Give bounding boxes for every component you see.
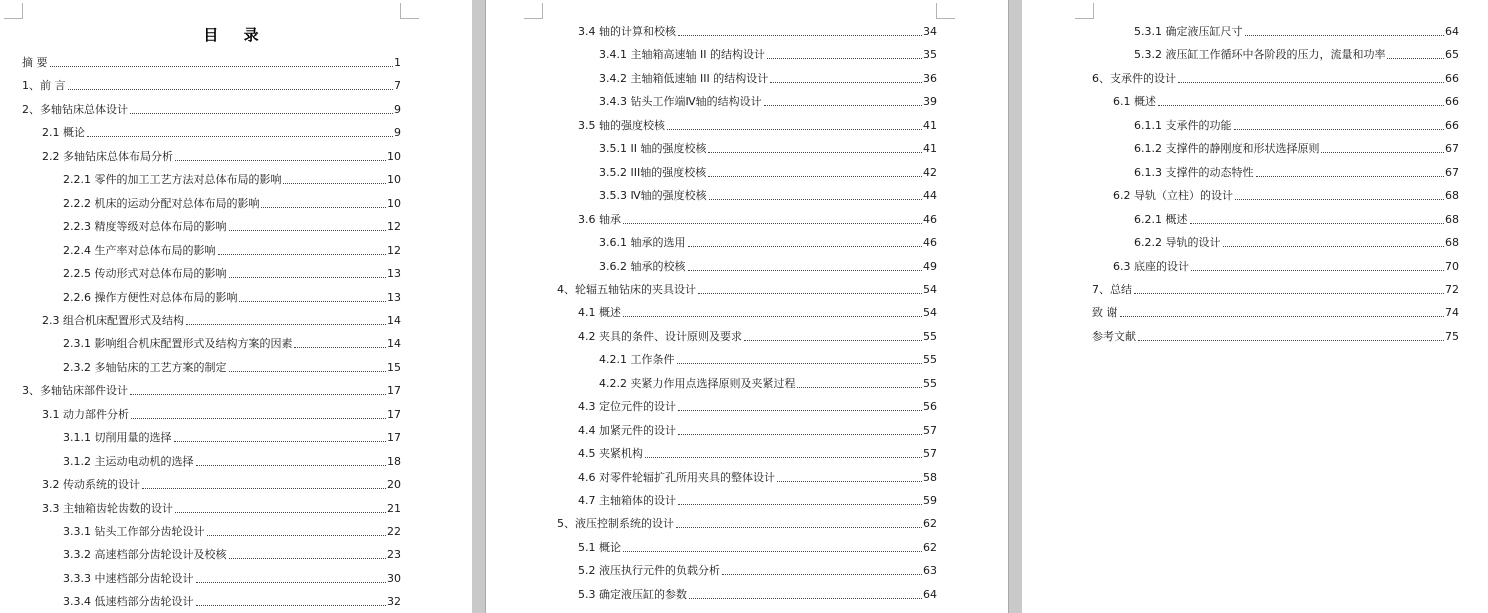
toc-entry-title: 4、轮辐五轴钻床的夹具设计 — [557, 283, 696, 296]
toc-entry-title: 3.5.2 III轴的强度校核 — [599, 166, 707, 179]
toc-page-number: 34 — [923, 25, 937, 38]
toc-page-number: 10 — [387, 197, 401, 210]
toc-leader-dots — [676, 527, 922, 528]
toc-entry[interactable] — [1134, 234, 1459, 250]
toc-page-number: 57 — [923, 447, 937, 460]
toc-page-number: 41 — [923, 142, 937, 155]
document-page-3 — [1022, 0, 1488, 613]
toc-title: 目 录 — [203, 26, 269, 44]
toc-leader-dots — [50, 66, 394, 67]
toc-entry[interactable] — [1092, 70, 1459, 86]
toc-page-number: 57 — [923, 424, 937, 437]
toc-entry-title: 4.7 主轴箱体的设计 — [578, 494, 676, 507]
toc-leader-dots — [645, 457, 922, 458]
toc-entry[interactable] — [22, 77, 401, 93]
toc-entry[interactable] — [1092, 281, 1459, 297]
toc-entry[interactable] — [1113, 93, 1459, 109]
toc-entry-title: 2.1 概论 — [42, 126, 85, 139]
toc-page-number: 54 — [923, 283, 937, 296]
toc-entry-title: 6.2.1 概述 — [1134, 213, 1188, 226]
toc-page-number: 62 — [923, 541, 937, 554]
document-page-2 — [486, 0, 1008, 613]
toc-page-number: 75 — [1445, 330, 1459, 343]
toc-page-number: 68 — [1445, 213, 1459, 226]
toc-entry[interactable] — [599, 375, 937, 391]
toc-entry[interactable] — [63, 453, 401, 469]
toc-leader-dots — [1321, 152, 1444, 153]
toc-entry-title: 3.4.1 主轴箱高速轴 II 的结构设计 — [599, 48, 765, 61]
toc-leader-dots — [261, 207, 386, 208]
toc-page-number: 17 — [387, 431, 401, 444]
toc-entry-title: 2.2.1 零件的加工工艺方法对总体布局的影响 — [63, 173, 282, 186]
toc-entry[interactable] — [599, 234, 937, 250]
toc-page-number: 39 — [923, 95, 937, 108]
toc-leader-dots — [130, 394, 386, 395]
toc-entry-title: 6.2.2 导轨的设计 — [1134, 236, 1221, 249]
toc-entry-title: 4.2.1 工作条件 — [599, 353, 675, 366]
toc-entry-title: 6.1.1 支承件的功能 — [1134, 119, 1232, 132]
toc-leader-dots — [623, 551, 922, 552]
toc-entry-title: 1、前 言 — [22, 79, 66, 92]
toc-entry[interactable] — [599, 351, 937, 367]
toc-entry-title: 3、多轴钻床部件设计 — [22, 384, 128, 397]
toc-leader-dots — [688, 270, 923, 271]
toc-page-number: 35 — [923, 48, 937, 61]
toc-entry[interactable] — [42, 312, 401, 328]
toc-page-number: 66 — [1445, 72, 1459, 85]
toc-entry-title: 4.4 加紧元件的设计 — [578, 424, 676, 437]
toc-entry[interactable] — [63, 171, 401, 187]
toc-page-number: 21 — [387, 502, 401, 515]
toc-leader-dots — [294, 347, 386, 348]
toc-leader-dots — [797, 387, 922, 388]
toc-entry[interactable] — [63, 218, 401, 234]
toc-entry-title: 2.2.4 生产率对总体布局的影响 — [63, 244, 216, 257]
toc-leader-dots — [744, 340, 922, 341]
toc-entry[interactable] — [63, 523, 401, 539]
toc-page-number: 70 — [1445, 260, 1459, 273]
toc-entry-title: 5.2 液压执行元件的负载分析 — [578, 564, 720, 577]
toc-entry[interactable] — [578, 492, 937, 508]
toc-page-number: 22 — [387, 525, 401, 538]
toc-entry[interactable] — [1134, 23, 1459, 39]
toc-entry[interactable] — [1134, 140, 1459, 156]
toc-entry[interactable] — [1134, 46, 1459, 62]
toc-page-number: 66 — [1445, 119, 1459, 132]
toc-leader-dots — [764, 105, 922, 106]
toc-leader-dots — [87, 136, 393, 137]
document-page-1 — [0, 0, 472, 613]
page-corner-mark — [524, 3, 543, 19]
toc-leader-dots — [175, 512, 386, 513]
toc-entry-title: 3.1 动力部件分析 — [42, 408, 129, 421]
toc-entry[interactable] — [1134, 117, 1459, 133]
toc-page-number: 55 — [923, 353, 937, 366]
toc-entry[interactable] — [578, 562, 937, 578]
toc-entry-title: 6.2 导轨（立柱）的设计 — [1113, 189, 1233, 202]
toc-leader-dots — [688, 246, 923, 247]
toc-entry[interactable] — [63, 359, 401, 375]
toc-entry[interactable] — [63, 593, 401, 609]
toc-page-number: 64 — [923, 588, 937, 601]
toc-entry-title: 3.1.2 主运动电动机的选择 — [63, 455, 194, 468]
toc-entry[interactable] — [599, 46, 937, 62]
toc-page-number: 10 — [387, 150, 401, 163]
toc-page-number: 68 — [1445, 189, 1459, 202]
toc-entry[interactable] — [578, 328, 937, 344]
toc-leader-dots — [1223, 246, 1445, 247]
toc-entry[interactable] — [1113, 258, 1459, 274]
toc-leader-dots — [130, 113, 393, 114]
toc-entry-title: 3.6.1 轴承的选用 — [599, 236, 686, 249]
toc-page-number: 36 — [923, 72, 937, 85]
toc-entry-title: 2.2.2 机床的运动分配对总体布局的影响 — [63, 197, 260, 210]
toc-leader-dots — [770, 82, 922, 83]
toc-leader-dots — [689, 598, 922, 599]
page-corner-mark — [936, 3, 955, 19]
toc-entry[interactable] — [599, 187, 937, 203]
toc-entry-title: 6.1.3 支撑件的动态特性 — [1134, 166, 1254, 179]
toc-entry-title: 2.3.2 多轴钻床的工艺方案的制定 — [63, 361, 227, 374]
toc-leader-dots — [1158, 105, 1444, 106]
toc-page-number: 13 — [387, 267, 401, 280]
toc-leader-dots — [678, 35, 922, 36]
toc-entry[interactable] — [63, 546, 401, 562]
toc-page-number: 1 — [394, 56, 401, 69]
toc-entry[interactable] — [22, 101, 401, 117]
toc-leader-dots — [678, 410, 922, 411]
toc-entry-title: 2.3.1 影响组合机床配置形式及结构方案的因素 — [63, 337, 293, 350]
toc-page-number: 41 — [923, 119, 937, 132]
toc-entry-title: 3.2 传动系统的设计 — [42, 478, 140, 491]
toc-entry-title: 5、液压控制系统的设计 — [557, 517, 674, 530]
toc-page-number: 20 — [387, 478, 401, 491]
toc-page-number: 9 — [394, 103, 401, 116]
toc-entry-title: 4.6 对零件轮辐扩孔所用夹具的整体设计 — [578, 471, 775, 484]
toc-entry-title: 3.3.2 高速档部分齿轮设计及校核 — [63, 548, 227, 561]
toc-entry[interactable] — [578, 469, 937, 485]
toc-leader-dots — [229, 277, 387, 278]
toc-leader-dots — [667, 129, 922, 130]
toc-leader-dots — [1178, 82, 1444, 83]
toc-entry-title: 3.3 主轴箱齿轮齿数的设计 — [42, 502, 173, 515]
toc-page-number: 13 — [387, 291, 401, 304]
toc-entry-title: 6.1 概述 — [1113, 95, 1156, 108]
toc-page-number: 55 — [923, 377, 937, 390]
toc-entry-title: 3.1.1 切削用量的选择 — [63, 431, 172, 444]
toc-page-number: 18 — [387, 455, 401, 468]
toc-leader-dots — [229, 558, 387, 559]
toc-leader-dots — [239, 301, 386, 302]
toc-page-number: 44 — [923, 189, 937, 202]
toc-entry[interactable] — [578, 117, 937, 133]
page-corner-mark — [4, 3, 23, 19]
toc-page-number: 9 — [394, 126, 401, 139]
toc-leader-dots — [678, 434, 922, 435]
toc-entry-title: 5.3.2 液压缸工作循环中各阶段的压力，流量和功率 — [1134, 48, 1386, 61]
toc-page-number: 23 — [387, 548, 401, 561]
toc-leader-dots — [1120, 316, 1445, 317]
toc-page-number: 46 — [923, 236, 937, 249]
toc-leader-dots — [218, 254, 387, 255]
toc-leader-dots — [174, 441, 387, 442]
toc-entry[interactable] — [42, 406, 401, 422]
toc-entry-title: 6.1.2 支撑件的静刚度和形状选择原则 — [1134, 142, 1320, 155]
toc-entry[interactable] — [599, 93, 937, 109]
toc-entry-title: 6、支承件的设计 — [1092, 72, 1176, 85]
toc-entry[interactable] — [1134, 211, 1459, 227]
toc-leader-dots — [623, 223, 922, 224]
toc-page-number: 46 — [923, 213, 937, 226]
toc-page-number: 14 — [387, 314, 401, 327]
toc-leader-dots — [186, 324, 386, 325]
toc-leader-dots — [229, 371, 387, 372]
toc-entry-title: 2.2.6 操作方便性对总体布局的影响 — [63, 291, 238, 304]
toc-entry-title: 2.2 多轴钻床总体布局分析 — [42, 150, 173, 163]
toc-leader-dots — [196, 465, 387, 466]
toc-entry[interactable] — [63, 335, 401, 351]
toc-page-number: 59 — [923, 494, 937, 507]
toc-entry[interactable] — [42, 124, 401, 140]
toc-page-number: 67 — [1445, 166, 1459, 179]
toc-page-number: 66 — [1445, 95, 1459, 108]
toc-leader-dots — [68, 89, 394, 90]
toc-entry-title: 3.5 轴的强度校核 — [578, 119, 665, 132]
toc-entry[interactable] — [578, 539, 937, 555]
toc-entry[interactable] — [599, 164, 937, 180]
toc-entry[interactable] — [22, 382, 401, 398]
toc-entry-title: 7、总结 — [1092, 283, 1132, 296]
toc-entry[interactable] — [1092, 328, 1459, 344]
toc-entry-title: 3.4 轴的计算和校核 — [578, 25, 676, 38]
toc-entry-title: 4.2.2 夹紧力作用点选择原则及夹紧过程 — [599, 377, 796, 390]
toc-entry-title: 4.5 夹紧机构 — [578, 447, 643, 460]
toc-page-number: 14 — [387, 337, 401, 350]
toc-entry[interactable] — [42, 148, 401, 164]
toc-entry[interactable] — [63, 265, 401, 281]
toc-leader-dots — [708, 152, 922, 153]
toc-page-number: 15 — [387, 361, 401, 374]
toc-leader-dots — [698, 293, 922, 294]
toc-page-number: 55 — [923, 330, 937, 343]
toc-entry-title: 5.1 概论 — [578, 541, 621, 554]
toc-entry[interactable] — [63, 242, 401, 258]
toc-page-number: 74 — [1445, 306, 1459, 319]
toc-leader-dots — [175, 160, 386, 161]
toc-page-number: 42 — [923, 166, 937, 179]
toc-entry-title: 摘 要 — [22, 56, 48, 69]
toc-page-number: 10 — [387, 173, 401, 186]
toc-page-number: 67 — [1445, 142, 1459, 155]
toc-entry-title: 4.3 定位元件的设计 — [578, 400, 676, 413]
toc-entry-title: 参考文献 — [1092, 330, 1136, 343]
toc-entry[interactable] — [599, 140, 937, 156]
toc-leader-dots — [777, 481, 922, 482]
toc-leader-dots — [708, 176, 922, 177]
toc-entry-title: 3.3.3 中速档部分齿轮设计 — [63, 572, 194, 585]
toc-page-number: 58 — [923, 471, 937, 484]
toc-entry-title: 6.3 底座的设计 — [1113, 260, 1189, 273]
toc-leader-dots — [677, 363, 923, 364]
toc-entry-title: 3.4.2 主轴箱低速轴 III 的结构设计 — [599, 72, 769, 85]
toc-entry-title: 3.3.4 低速档部分齿轮设计 — [63, 595, 194, 608]
toc-page-number: 17 — [387, 384, 401, 397]
toc-leader-dots — [1191, 270, 1444, 271]
toc-leader-dots — [1256, 176, 1445, 177]
toc-entry[interactable] — [63, 429, 401, 445]
toc-entry-title: 5.3 确定液压缸的参数 — [578, 588, 687, 601]
toc-leader-dots — [142, 488, 386, 489]
toc-leader-dots — [722, 574, 922, 575]
toc-entry[interactable] — [578, 23, 937, 39]
toc-page-number: 49 — [923, 260, 937, 273]
toc-entry-title: 3.6 轴承 — [578, 213, 621, 226]
toc-page-number: 7 — [394, 79, 401, 92]
page-gutter — [472, 0, 486, 613]
toc-entry[interactable] — [557, 515, 937, 531]
toc-entry-title: 3.5.3 Ⅳ轴的强度校核 — [599, 189, 707, 202]
toc-entry[interactable] — [599, 70, 937, 86]
toc-leader-dots — [1234, 129, 1445, 130]
toc-page-number: 65 — [1445, 48, 1459, 61]
toc-page-number: 68 — [1445, 236, 1459, 249]
toc-entry[interactable] — [42, 476, 401, 492]
toc-leader-dots — [1138, 340, 1444, 341]
toc-page-number: 12 — [387, 244, 401, 257]
toc-entry[interactable] — [1113, 187, 1459, 203]
toc-leader-dots — [1190, 223, 1445, 224]
toc-entry-title: 3.5.1 II 轴的强度校核 — [599, 142, 707, 155]
toc-entry-title: 3.6.2 轴承的校核 — [599, 260, 686, 273]
page-corner-mark — [400, 3, 419, 19]
toc-entry[interactable] — [557, 281, 937, 297]
toc-leader-dots — [709, 199, 922, 200]
toc-entry[interactable] — [1134, 164, 1459, 180]
toc-entry-title: 4.1 概述 — [578, 306, 621, 319]
toc-page-number: 64 — [1445, 25, 1459, 38]
toc-page-number: 56 — [923, 400, 937, 413]
toc-leader-dots — [678, 504, 922, 505]
toc-leader-dots — [283, 183, 386, 184]
toc-leader-dots — [196, 605, 387, 606]
toc-entry-title: 2.3 组合机床配置形式及结构 — [42, 314, 184, 327]
page-corner-mark — [1075, 3, 1094, 19]
toc-page-number: 72 — [1445, 283, 1459, 296]
toc-leader-dots — [131, 418, 386, 419]
toc-page-number: 63 — [923, 564, 937, 577]
toc-entry[interactable] — [63, 289, 401, 305]
toc-leader-dots — [1245, 35, 1445, 36]
toc-page-number: 30 — [387, 572, 401, 585]
toc-entry[interactable] — [22, 54, 401, 70]
toc-entry[interactable] — [578, 586, 937, 602]
toc-entry[interactable] — [42, 500, 401, 516]
toc-entry[interactable] — [578, 422, 937, 438]
toc-leader-dots — [623, 316, 922, 317]
toc-leader-dots — [196, 582, 387, 583]
toc-entry[interactable] — [578, 211, 937, 227]
toc-entry-title: 5.3.1 确定液压缸尺寸 — [1134, 25, 1243, 38]
toc-page-number: 32 — [387, 595, 401, 608]
toc-entry[interactable] — [63, 570, 401, 586]
toc-entry-title: 3.3.1 钻头工作部分齿轮设计 — [63, 525, 205, 538]
toc-entry-title: 2、多轴钻床总体设计 — [22, 103, 128, 116]
page-gutter — [1008, 0, 1022, 613]
toc-page-number: 62 — [923, 517, 937, 530]
toc-entry[interactable] — [578, 304, 937, 320]
toc-page-number: 54 — [923, 306, 937, 319]
toc-entry[interactable] — [599, 258, 937, 274]
toc-entry[interactable] — [63, 195, 401, 211]
toc-leader-dots — [229, 230, 387, 231]
toc-entry[interactable] — [578, 445, 937, 461]
toc-leader-dots — [1387, 58, 1444, 59]
toc-entry-title: 致 谢 — [1092, 306, 1118, 319]
toc-leader-dots — [1134, 293, 1444, 294]
toc-page-number: 12 — [387, 220, 401, 233]
toc-entry[interactable] — [1092, 304, 1459, 320]
toc-entry[interactable] — [578, 398, 937, 414]
toc-page-number: 17 — [387, 408, 401, 421]
toc-entry-title: 2.2.5 传动形式对总体布局的影响 — [63, 267, 227, 280]
toc-leader-dots — [1235, 199, 1444, 200]
toc-entry-title: 3.4.3 钻头工作端Ⅳ轴的结构设计 — [599, 95, 762, 108]
toc-leader-dots — [767, 58, 922, 59]
toc-entry-title: 2.2.3 精度等级对总体布局的影响 — [63, 220, 227, 233]
toc-entry-title: 4.2 夹具的条件、设计原则及要求 — [578, 330, 742, 343]
toc-leader-dots — [207, 535, 387, 536]
